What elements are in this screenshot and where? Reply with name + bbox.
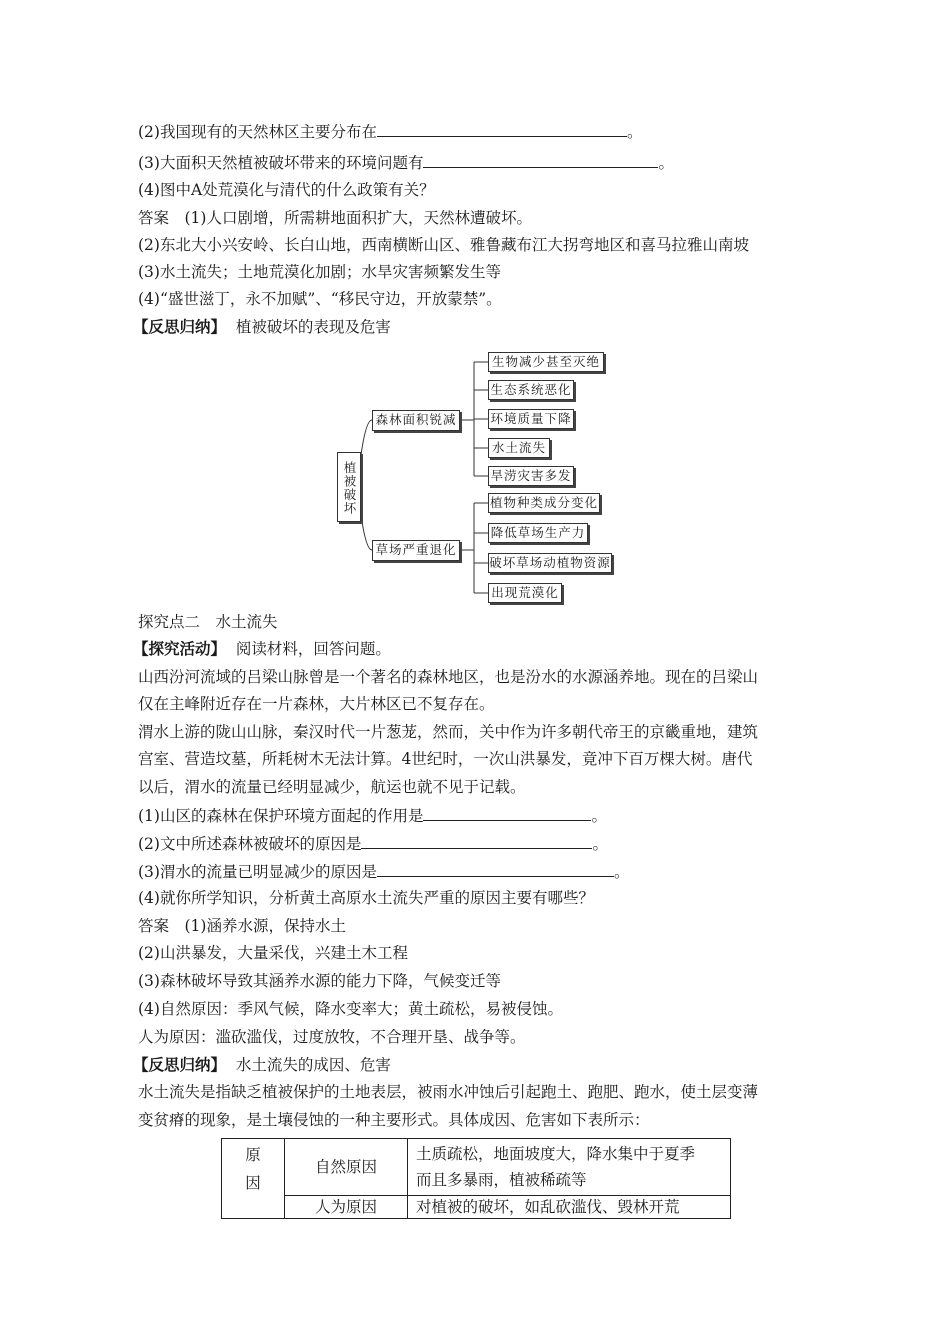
question-b2-text: (2)文中所述森林被破坏的原因是 (138, 835, 362, 853)
period: 。 (658, 154, 674, 172)
answer-b2: (2)山洪暴发，大量采伐，兴建土木工程 (138, 944, 408, 962)
reflect-heading-2 (133, 1055, 391, 1075)
forest-item: 生物减少甚至灭绝 (488, 352, 604, 372)
question-b2 (138, 833, 608, 854)
question-4: (4)图中A处荒漠化与清代的什么政策有关？ (138, 181, 435, 199)
paragraph-1-line: 仅在主峰附近存在一片森林，大片林区已不复存在。 (138, 695, 495, 713)
answer-b1: 答案 (1)涵养水源，保持水土 (138, 917, 346, 935)
answer-2: (2)东北大小兴安岭、长白山地，西南横断山区、雅鲁藏布江大拐弯地区和喜马拉雅山南坡 (138, 236, 749, 254)
period: 。 (592, 835, 608, 853)
forest-item: 环境质量下降 (488, 409, 574, 429)
answer-4: (4)“盛世滋丁，永不加赋”、“移民守边，开放蒙禁”。 (138, 290, 502, 308)
answer-b4: (4)自然原因：季风气候，降水变率大；黄土疏松，易被侵蚀。 (138, 1000, 563, 1018)
human-label-cell: 人为原因 (285, 1196, 408, 1219)
question-2-text: (2)我国现有的天然林区主要分布在 (138, 123, 377, 141)
cause-header-char: 原 (245, 1146, 261, 1164)
paragraph-3-line: 水土流失是指缺乏植被保护的土地表层，被雨水冲蚀后引起跑土、跑肥、跑水，使土层变薄 (138, 1083, 759, 1101)
forest-item: 生态系统恶化 (488, 380, 574, 400)
diagram-connectors (0, 0, 950, 620)
section-title: 探究点二 水土流失 (138, 613, 278, 631)
period: 。 (613, 863, 630, 881)
causes-table (221, 1138, 731, 1219)
human-desc-cell: 对植被的破坏，如乱砍滥伐、毁林开荒 (408, 1196, 731, 1219)
branch-forest: 森林面积锐减 (372, 410, 460, 431)
question-b3 (138, 861, 629, 882)
natural-desc-line: 土质疏松，地面坡度大，降水集中于夏季 (416, 1145, 696, 1163)
activity-heading (133, 639, 391, 659)
answer-1: 答案 (1)人口剧增，所需耕地面积扩大，天然林遭破坏。 (138, 209, 532, 227)
grassland-item: 植物种类成分变化 (488, 493, 600, 513)
diagram-root: 植被破坏 (337, 452, 361, 522)
reflect-label: 【反思归纳】 (133, 317, 227, 336)
paragraph-2-line: 宫室、营造坟墓，所耗树木无法计算。4世纪时，一次山洪暴发，竟冲下百万棵大树。唐代 (138, 750, 753, 768)
forest-item: 旱涝灾害多发 (488, 466, 574, 486)
activity-label: 【探究活动】 (133, 639, 227, 658)
natural-label-cell: 自然原因 (285, 1139, 408, 1196)
natural-desc-cell (408, 1139, 731, 1196)
question-b1-text: (1)山区的森林在保护环境方面起的作用是 (138, 807, 424, 825)
natural-desc-line: 而且多暴雨，植被稀疏等 (416, 1171, 587, 1189)
answer-b5: 人为原因：滥砍滥伐，过度放牧，不合理开垦、战争等。 (138, 1028, 526, 1046)
grassland-item: 出现荒漠化 (488, 583, 562, 603)
paragraph-2-line: 以后，渭水的流量已经明显减少，航运也就不见于记载。 (138, 778, 526, 796)
grassland-item: 破坏草场动植物资源 (488, 553, 612, 573)
answer-3: (3)水土流失；土地荒漠化加剧；水旱灾害频繁发生等 (138, 263, 501, 281)
answer-blank[interactable] (377, 861, 614, 877)
paragraph-3-line: 变贫瘠的现象，是土壤侵蚀的一种主要形式。具体成因、危害如下表所示： (138, 1111, 650, 1129)
question-b3-text: (3)渭水的流量已明显减少的原因是 (138, 863, 377, 881)
grassland-item: 降低草场生产力 (488, 523, 588, 543)
period: 。 (626, 123, 643, 141)
question-3-text: (3)大面积天然植被破坏带来的环境问题有 (138, 154, 424, 172)
answer-blank[interactable] (361, 833, 592, 849)
table-row (222, 1196, 731, 1219)
period: 。 (591, 807, 607, 825)
cause-header-cell (222, 1139, 285, 1219)
branch-grassland: 草场严重退化 (372, 540, 460, 561)
answer-b3: (3)森林破坏导致其涵养水源的能力下降，气候变迁等 (138, 972, 501, 990)
table-row (222, 1139, 731, 1196)
activity-text: 阅读材料，回答问题。 (235, 640, 391, 658)
reflect-title: 植被破坏的表现及危害 (235, 318, 391, 336)
forest-item: 水土流失 (488, 438, 550, 458)
paragraph-1-line: 山西汾河流域的吕梁山脉曾是一个著名的森林地区，也是汾水的水源涵养地。现在的吕梁山 (138, 668, 759, 686)
paragraph-2-line: 渭水上游的陇山山脉，秦汉时代一片葱茏，然而，关中作为许多朝代帝王的京畿重地，建筑 (138, 723, 759, 741)
answer-blank[interactable] (423, 805, 591, 821)
question-b4: (4)就你所学知识，分析黄土高原水土流失严重的原因主要有哪些？ (138, 889, 594, 907)
cause-header-char: 因 (245, 1174, 261, 1192)
reflect-title: 水土流失的成因、危害 (235, 1056, 391, 1074)
reflect-label: 【反思归纳】 (133, 1055, 227, 1074)
question-b1 (138, 805, 607, 826)
